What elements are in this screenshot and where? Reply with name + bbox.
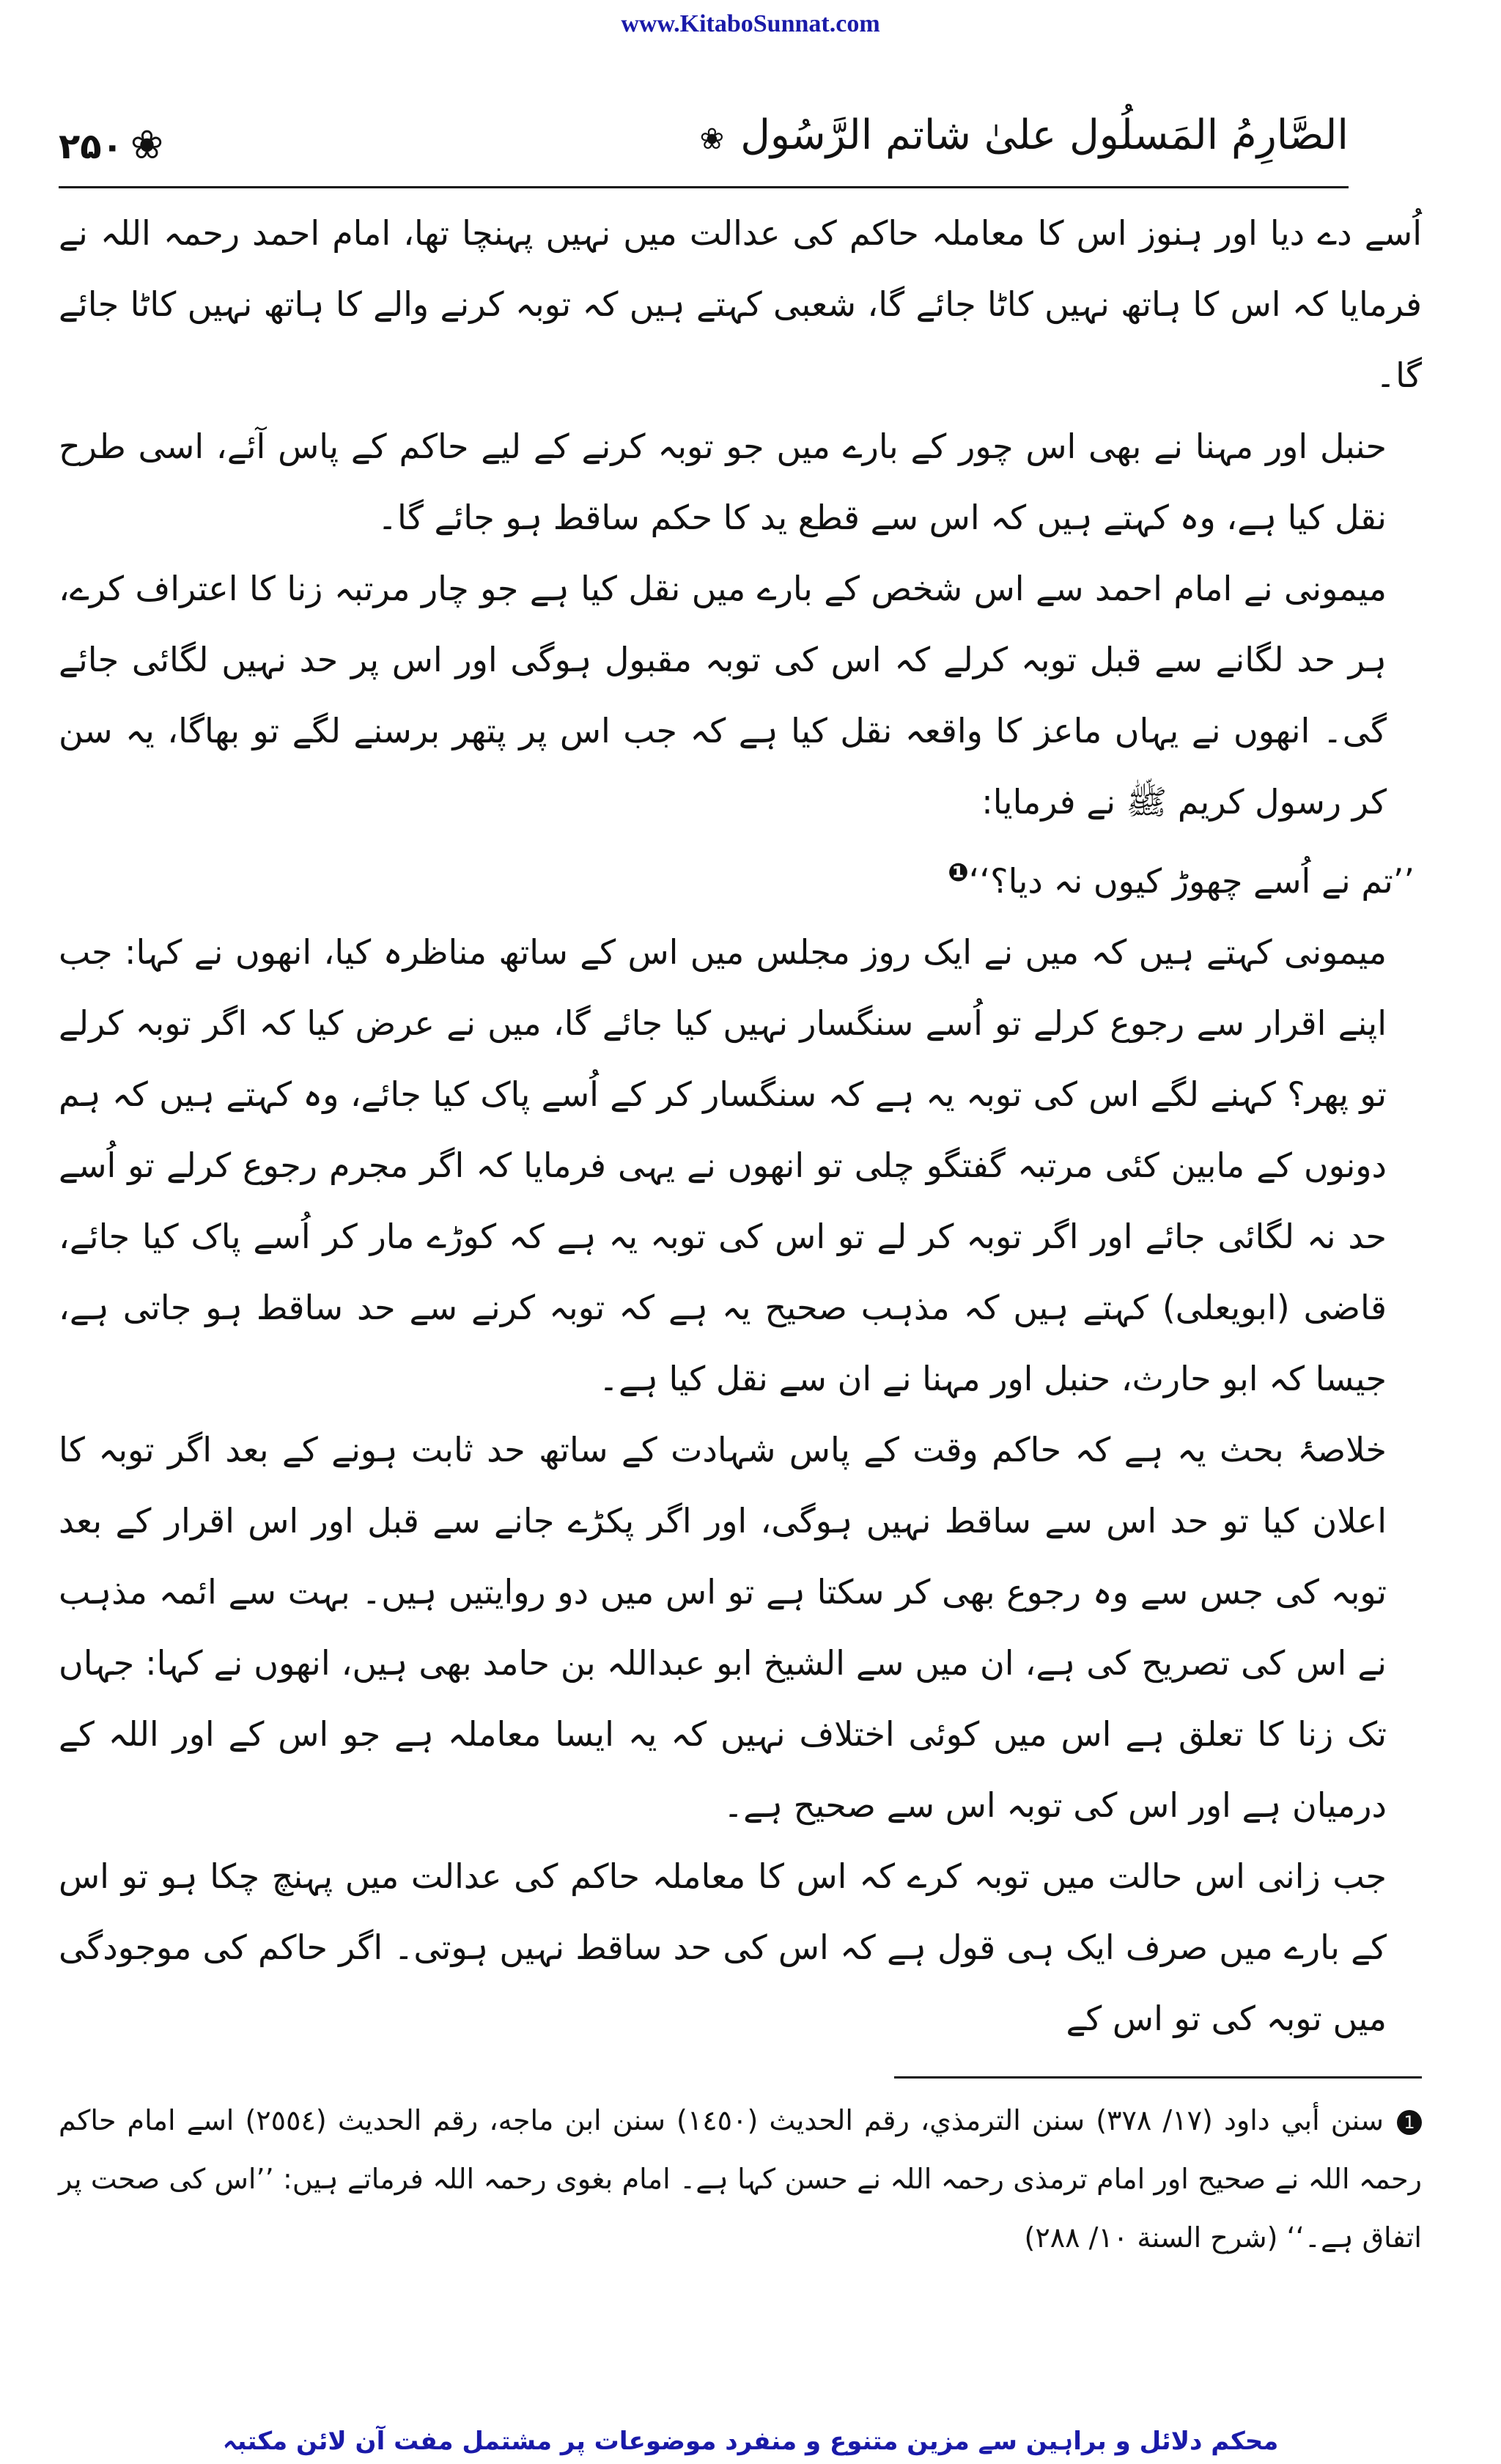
paragraph-text: جب زانی اس حالت میں توبہ کرے کہ اس کا معاملہ حاکم کی عدالت میں پہنچ چکا ہو تو اس کے بارے میں صرف ایک ہی قول ہے کہ اس کی حد ساقط نہیں ہوتی۔ اگر حاکم کی موجودگی میں توبہ کی تو اس کے: [59, 1856, 1387, 2039]
main-text: [59, 198, 1422, 2054]
flower-ornament-icon: ❀: [699, 122, 725, 156]
page-number-value: ۲۵۰: [59, 126, 123, 167]
footnote-number: 1: [1397, 2110, 1422, 2135]
paragraph-text: خلاصۂ بحث یہ ہے کہ حاکم وقت کے پاس شہادت کے ساتھ حد ثابت ہونے کے بعد اگر توبہ کا اعلان کیا تو حد اس سے ساقط نہیں ہوگی، اور اگر پکڑے جانے سے قبل اور اس اقرار کے بعد توبہ کی جس سے وہ رجوع بھی کر سکتا ہے تو اس میں دو روایتیں ہیں۔ بہت سے ائمہ مذہب نے اس کی تصریح کی ہے، ان میں سے الشیخ ابو عبداللہ بن حامد بھی ہیں، انھوں نے کہا: جہاں تک زنا کا تعلق ہے اس میں کوئی اختلاف نہیں کہ یہ ایسا معاملہ ہے جو اس کے اور اللہ کے درمیان ہے اور اس کی توبہ اس سے صحیح ہے۔: [59, 1430, 1387, 1826]
paragraph-text: میمونی نے امام احمد سے اس شخص کے بارے میں نقل کیا ہے جو چار مرتبہ زنا کا اعتراف کرے، ہر حد لگانے سے قبل توبہ کرلے کہ اس کی توبہ مقبول ہوگی اور اس پر حد نہیں لگائی جائے گی۔ انھوں نے یہاں ماعز کا واقعہ نقل کیا ہے کہ جب اس پر پتھر برسنے لگے تو بھاگا، یہ سن کر رسول کریم ﷺ نے فرمایا:: [59, 569, 1387, 822]
paragraph-text: ’’تم نے اُسے چھوڑ کیوں نہ دیا؟‘‘: [968, 861, 1415, 901]
bottom-banner[interactable]: محکم دلائل و براہین سے مزین متنوع و منفرد موضوعات پر مشتمل مفت آن لائن مکتبہ: [222, 2427, 1279, 2456]
paragraph: [59, 553, 1422, 838]
site-url[interactable]: www.KitaboSunnat.com: [621, 10, 880, 37]
paragraph: [59, 1841, 1422, 2054]
book-title: [700, 111, 1349, 159]
flower-ornament-icon: ❀: [130, 122, 164, 168]
paragraph-text: حنبل اور مہنا نے بھی اس چور کے بارے میں جو توبہ کرنے کے لیے حاکم کے پاس آئے، اسی طرح نقل کیا ہے، وہ کہتے ہیں کہ اس سے قطع ید کا حکم ساقط ہو جائے گا۔: [59, 427, 1387, 537]
paragraph: [59, 411, 1422, 553]
paragraph-text: میمونی کہتے ہیں کہ میں نے ایک روز مجلس میں اس کے ساتھ مناظرہ کیا، انھوں نے کہا: جب اپنے اقرار سے رجوع کرلے تو اُسے سنگسار نہیں کیا جائے گا، میں نے عرض کیا کہ اگر توبہ کرلے تو پھر؟ کہنے لگے اس کی توبہ یہ ہے کہ سنگسار کر کے اُسے پاک کیا جائے، وہ کہتے ہیں کہ ہم دونوں کے مابین کئی مرتبہ گفتگو چلی تو انھوں نے یہی فرمایا کہ اگر مجرم رجوع کرلے تو اُسے حد نہ لگائی جائے اور اگر توبہ کر لے تو اس کی توبہ یہ ہے کہ کوڑے مار کر اُسے پاک کیا جائے، قاضی (ابویعلی) کہتے ہیں کہ مذہب صحیح یہ ہے کہ توبہ کرنے سے حد ساقط ہو جاتی ہے، جیسا کہ ابو حارث، حنبل اور مہنا نے ان سے نقل کیا ہے۔: [59, 932, 1387, 1399]
footnote: [59, 2091, 1422, 2267]
footnotes-section: [59, 2091, 1422, 2267]
paragraph-text: اُسے دے دیا اور ہنوز اس کا معاملہ حاکم کی عدالت میں نہیں پہنچا تھا، امام احمد رحمہ اللہ نے فرمایا کہ اس کا ہاتھ نہیں کاٹا جائے گا، شعبی کہتے ہیں کہ توبہ کرنے والے کا ہاتھ نہیں کاٹا جائے گا۔: [59, 213, 1422, 395]
page-number: [59, 122, 163, 168]
footnote-marker[interactable]: ❶: [948, 858, 969, 888]
header-divider: [59, 186, 1349, 188]
paragraph: [59, 198, 1422, 411]
paragraph: [59, 917, 1422, 1414]
paragraph: [59, 1414, 1422, 1841]
footnote-divider: [894, 2076, 1422, 2078]
quoted-hadith: [59, 838, 1422, 917]
footnote-text: سنن أبي داود (١٧/ ٣٧٨) سنن الترمذي، رقم الحديث (١٤٥٠) سنن ابن ماجه، رقم الحديث (٢٥٥٤) اسے امام حاکم رحمہ اللہ نے صحیح اور امام ترمذی رحمہ اللہ نے حسن کہا ہے۔ امام بغوی رحمہ اللہ فرماتے ہیں: ’’اس کی صحت پر اتفاق ہے۔‘‘ (شرح السنة ١٠/ ٢٨٨): [59, 2104, 1422, 2254]
book-title-text: الصَّارِمُ المَسلُول علىٰ شاتم الرَّسُول: [740, 111, 1349, 159]
page-header: [44, 108, 1349, 189]
